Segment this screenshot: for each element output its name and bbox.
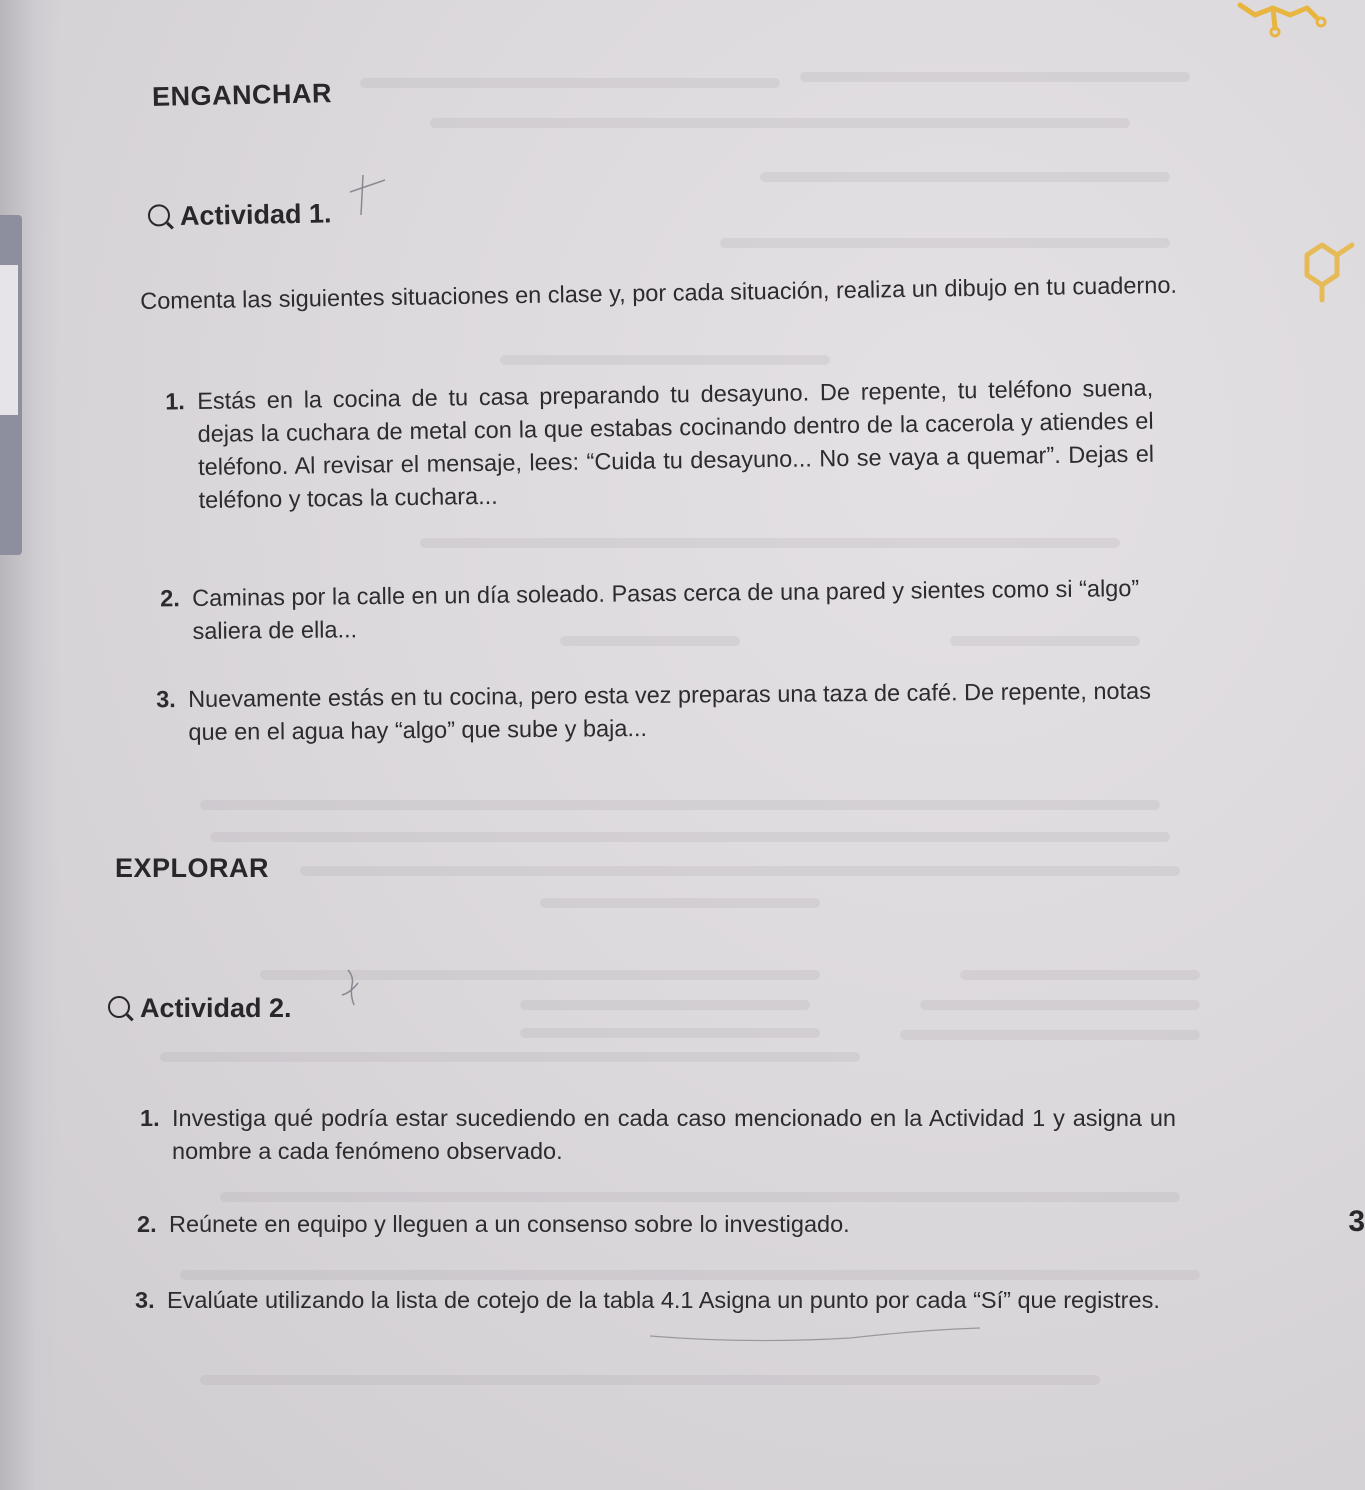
section-heading-explore: EXPLORAR bbox=[115, 853, 270, 883]
item-number: 3. bbox=[156, 686, 176, 713]
side-tab bbox=[0, 215, 22, 555]
pen-underline bbox=[650, 1322, 990, 1352]
pen-mark bbox=[345, 170, 390, 220]
engage-item-3 bbox=[156, 674, 1174, 749]
bleed-line bbox=[210, 832, 1170, 842]
bleed-line bbox=[920, 1000, 1200, 1010]
activity-2-label: Actividad 2. bbox=[140, 993, 292, 1023]
item-number: 1. bbox=[140, 1105, 160, 1131]
magnifier-icon bbox=[108, 996, 130, 1018]
pen-mark bbox=[340, 965, 370, 1015]
item-number: 1. bbox=[165, 388, 186, 415]
item-number: 2. bbox=[160, 585, 180, 612]
bleed-line bbox=[430, 118, 1130, 128]
bleed-line bbox=[300, 866, 1180, 876]
item-text: Estás en la cocina de tu casa preparando tu desayuno. De repente, tu teléfono suena, dejas la cuchara de metal con la que estabas cocinando dentro de la cacerola y atiendes el teléfono. Al revisar el mensaje, lees: “Cuida tu desayuno... No se vaya a quemar”. Dejas el teléfono y tocas la cuchara... bbox=[197, 374, 1155, 513]
item-text: Reúnete en equipo y lleguen a un consenso sobre lo investigado. bbox=[169, 1211, 850, 1237]
bleed-line bbox=[900, 1030, 1200, 1040]
bleed-line bbox=[800, 72, 1190, 82]
bleed-line bbox=[220, 1192, 1180, 1202]
molecule-icon bbox=[1297, 235, 1357, 305]
section-heading-engage: ENGANCHAR bbox=[151, 78, 333, 112]
bleed-line bbox=[180, 1270, 1200, 1280]
bleed-line bbox=[160, 1052, 860, 1062]
item-text: Nuevamente estás en tu cocina, pero esta vez preparas una taza de café. De repente, notas que en el agua hay “algo” que sube y baja... bbox=[188, 677, 1152, 745]
bleed-line bbox=[960, 970, 1200, 980]
explore-item-2 bbox=[137, 1208, 1173, 1241]
engage-instruction: Comenta las siguientes situaciones en clase y, por cada situación, realiza un dibujo en tu cuaderno. bbox=[140, 271, 1178, 314]
bleed-line bbox=[360, 78, 780, 88]
bleed-line bbox=[760, 172, 1170, 182]
bleed-line bbox=[200, 800, 1160, 810]
explore-item-1 bbox=[140, 1102, 1176, 1168]
bleed-line bbox=[520, 1028, 820, 1038]
page-number-partial: 3 bbox=[1348, 1205, 1365, 1238]
item-text: Caminas por la calle en un día soleado. Pasas cerca de una pared y sientes como si “algo” saliera de ella... bbox=[192, 575, 1140, 644]
bleed-line bbox=[500, 355, 830, 365]
item-number: 3. bbox=[135, 1287, 155, 1313]
bleed-line bbox=[520, 1000, 810, 1010]
bleed-line bbox=[200, 1375, 1100, 1385]
bleed-line bbox=[720, 238, 1170, 248]
explore-item-3 bbox=[135, 1284, 1179, 1317]
molecule-icon bbox=[1235, 0, 1345, 50]
item-number: 2. bbox=[137, 1211, 157, 1237]
bleed-line bbox=[420, 538, 1120, 548]
magnifier-icon bbox=[148, 204, 170, 226]
activity-2-title bbox=[108, 993, 292, 1024]
engage-item-1 bbox=[165, 372, 1155, 517]
bleed-line bbox=[540, 898, 820, 908]
activity-1-label: Actividad 1. bbox=[179, 198, 332, 232]
item-text: Investiga qué podría estar sucediendo en cada caso mencionado en la Actividad 1 y asigna un nombre a cada fenómeno observado. bbox=[172, 1105, 1176, 1164]
engage-item-2 bbox=[160, 572, 1163, 648]
item-text: Evalúate utilizando la lista de cotejo de la tabla 4.1 Asigna un punto por cada “Sí” que registres. bbox=[167, 1287, 1160, 1313]
activity-1-title bbox=[148, 198, 332, 232]
